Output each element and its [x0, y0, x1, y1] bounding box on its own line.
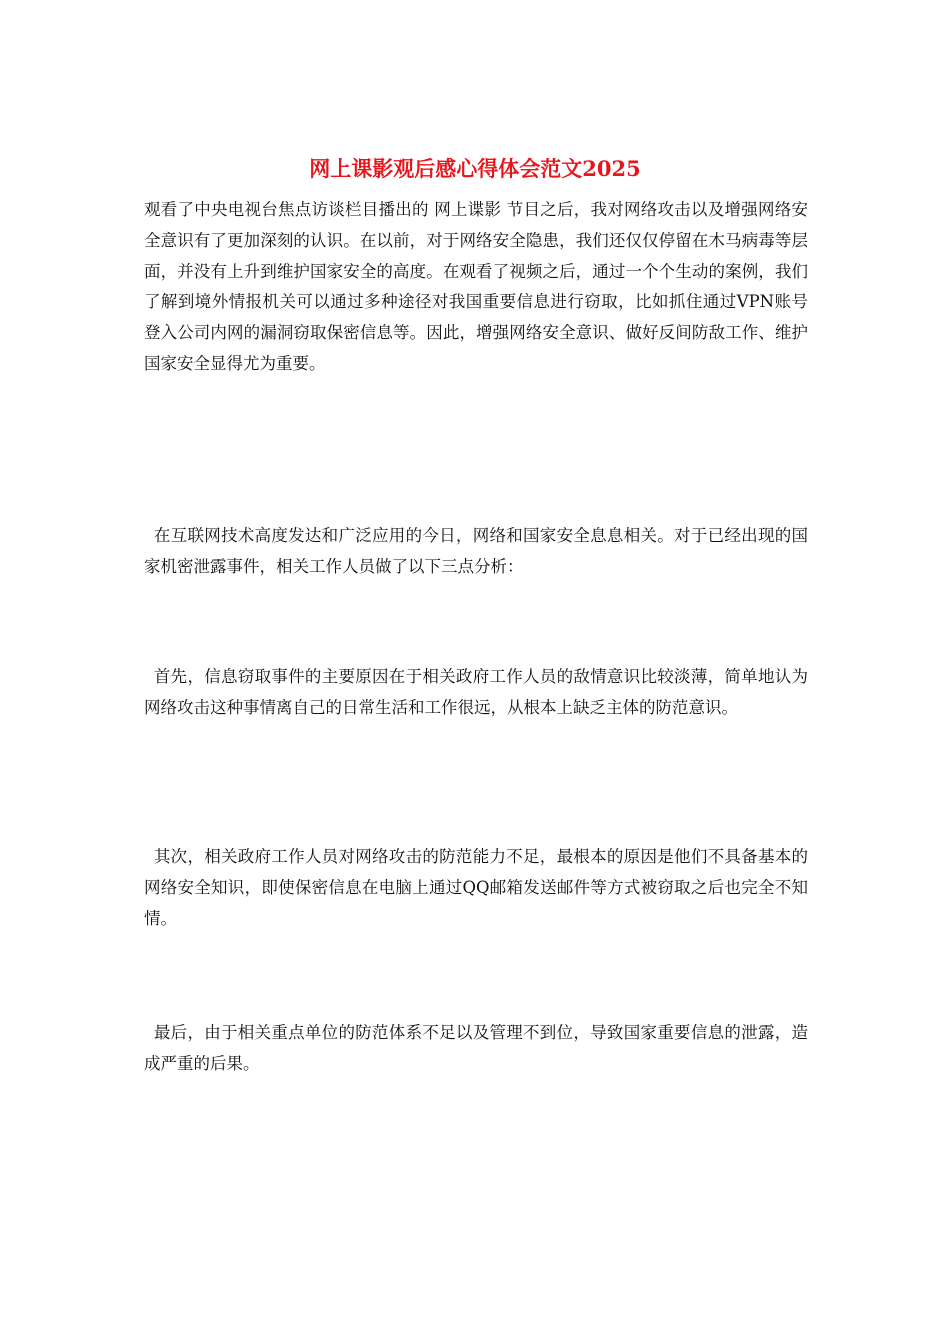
paragraph-first-point: 首先，信息窃取事件的主要原因在于相关政府工作人员的敌情意识比较淡薄，简单地认为网络攻击这种事情离自己的日常生活和工作很远，从根本上缺乏主体的防范意识。 [144, 667, 808, 717]
paragraph-third-point: 最后，由于相关重点单位的防范体系不足以及管理不到位，导致国家重要信息的泄露，造成严重的后果。 [144, 1023, 808, 1073]
paragraph-intro: 观看了中央电视台焦点访谈栏目播出的 网上谍影 节目之后，我对网络攻击以及增强网络安全意识有了更加深刻的认识。在以前，对于网络安全隐患，我们还仅仅停留在木马病毒等层面，并没有上升到维护国家安全的高度。在观看了视频之后，通过一个个生动的案例，我们了解到境外情报机关可以通过多种途径对我国重要信息进行窃取，比如抓住通过VPN账号登入公司内网的漏洞窃取保密信息等。因此，增强网络安全意识、做好反间防敌工作、维护国家安全显得尤为重要。 [144, 200, 808, 373]
document-title: 网上课影观后感心得体会范文2025 [309, 156, 641, 181]
paragraph-context: 在互联网技术高度发达和广泛应用的今日，网络和国家安全息息相关。对于已经出现的国家机密泄露事件，相关工作人员做了以下三点分析： [144, 526, 808, 576]
paragraph-second-point: 其次，相关政府工作人员对网络攻击的防范能力不足，最根本的原因是他们不具备基本的网络安全知识，即使保密信息在电脑上通过QQ邮箱发送邮件等方式被窃取之后也完全不知情。 [144, 847, 808, 928]
